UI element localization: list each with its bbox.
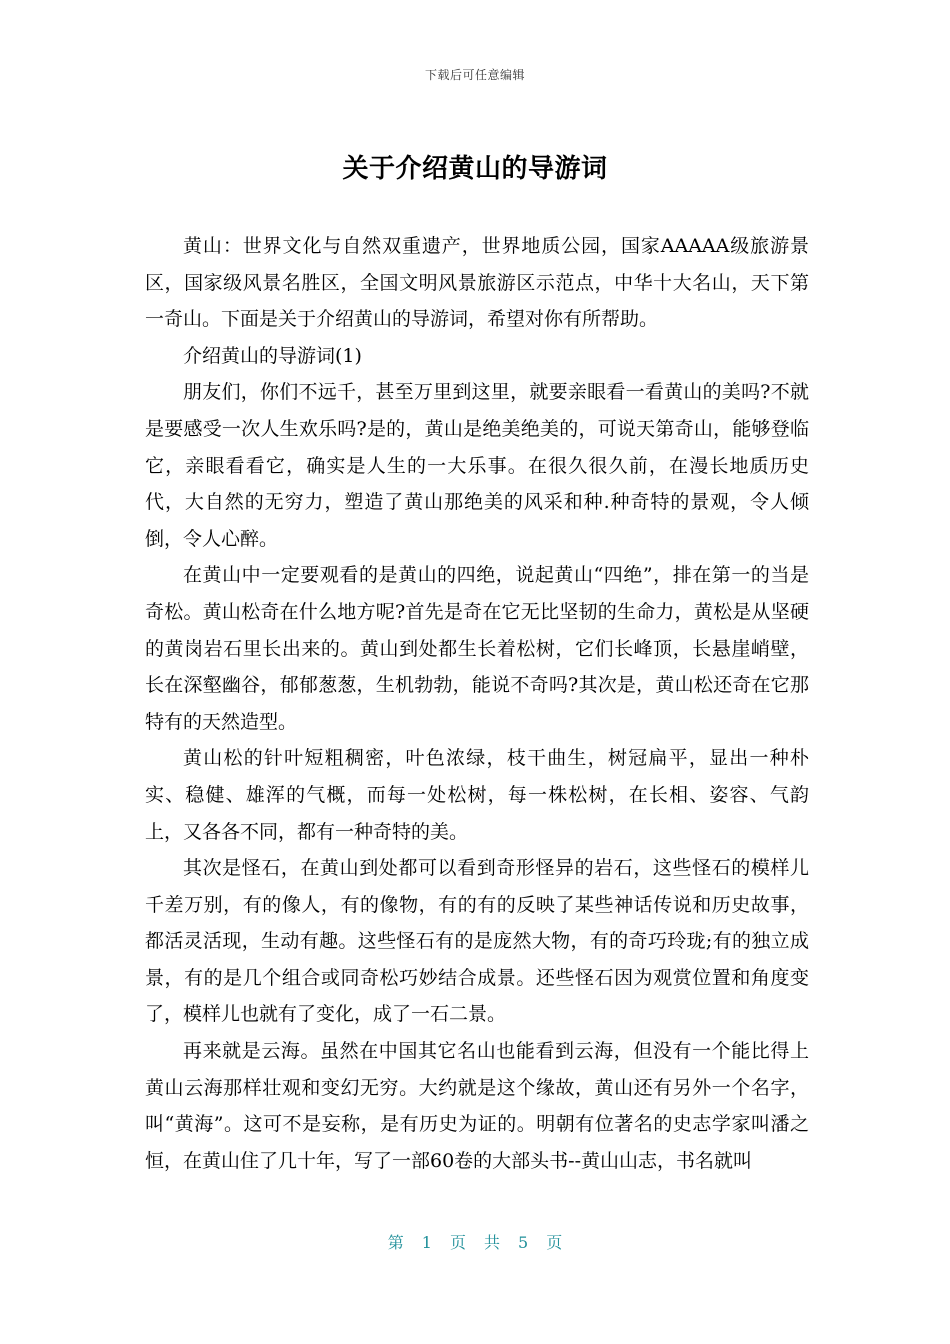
document-title: 关于介绍黄山的导游词 [342, 154, 608, 184]
footer-page-number: 1 [421, 1233, 432, 1252]
document-body [145, 228, 809, 1179]
footer-total-pages: 5 [518, 1233, 529, 1252]
paragraph-cloud-sea: 再来就是云海。虽然在中国其它名山也能看到云海，但没有一个能比得上黄山云海那样壮观和变幻无穷。大约就是这个缘故，黄山还有另外一个名字，叫“黄海”。这可不是妄称，是有历史为证的。明朝有位著名的史志学家叫潘之恒，在黄山住了几十年，写了一部60卷的大部头书--黄山山志，书名就叫 [145, 1040, 809, 1172]
footer-middle: 页共 [449, 1233, 518, 1252]
footer-prefix: 第 [387, 1233, 404, 1252]
paragraph-rocks: 其次是怪石，在黄山到处都可以看到奇形怪异的岩石，这些怪石的模样儿千差万别，有的像人，有的像物，有的有的反映了某些神话传说和历史故事，都活灵活现，生动有趣。这些怪石有的是庞然大物，有的奇巧玲珑;有的独立成景，有的是几个组合或同奇松巧妙结合成景。还些怪石因为观赏位置和角度变了，模样儿也就有了变化，成了一石二景。 [145, 857, 809, 1026]
header-note: 下载后可任意编辑 [424, 68, 525, 82]
page-footer [0, 1230, 950, 1253]
paragraph-welcome: 朋友们，你们不远千，甚至万里到这里，就要亲眼看一看黄山的美吗?不就是要感受一次人生欢乐吗?是的，黄山是绝美绝美的，可说天第奇山，能够登临它，亲眼看看它，确实是人生的一大乐事。在很久很久前，在漫长地质历史代，大自然的无穷力，塑造了黄山那绝美的风采和种.种奇特的景观，令人倾倒，令人心醉。 [145, 381, 809, 550]
paragraph-pine: 在黄山中一定要观看的是黄山的四绝，说起黄山“四绝”，排在第一的当是奇松。黄山松奇在什么地方呢?首先是奇在它无比坚韧的生命力，黄松是从坚硬的黄岗岩石里长出来的。黄山到处都生长着松树，它们长峰顶，长悬崖峭壁，长在深壑幽谷，郁郁葱葱，生机勃勃，能说不奇吗?其次是，黄山松还奇在它那特有的天然造型。 [145, 564, 809, 733]
footer-suffix: 页 [546, 1233, 563, 1252]
section-heading: 介绍黄山的导游词(1) [183, 344, 362, 367]
paragraph-pine-shape: 黄山松的针叶短粗稠密，叶色浓绿，枝干曲生，树冠扁平，显出一种朴实、稳健、雄浑的气概，而每一处松树，每一株松树，在长相、姿容、气韵上，又各各不同，都有一种奇特的美。 [145, 747, 809, 843]
intro-paragraph: 黄山：世界文化与自然双重遗产，世界地质公园，国家AAAAA级旅游景区，国家级风景名胜区，全国文明风景旅游区示范点，中华十大名山，天下第一奇山。下面是关于介绍黄山的导游词，希望对你有所帮助。 [145, 235, 809, 331]
